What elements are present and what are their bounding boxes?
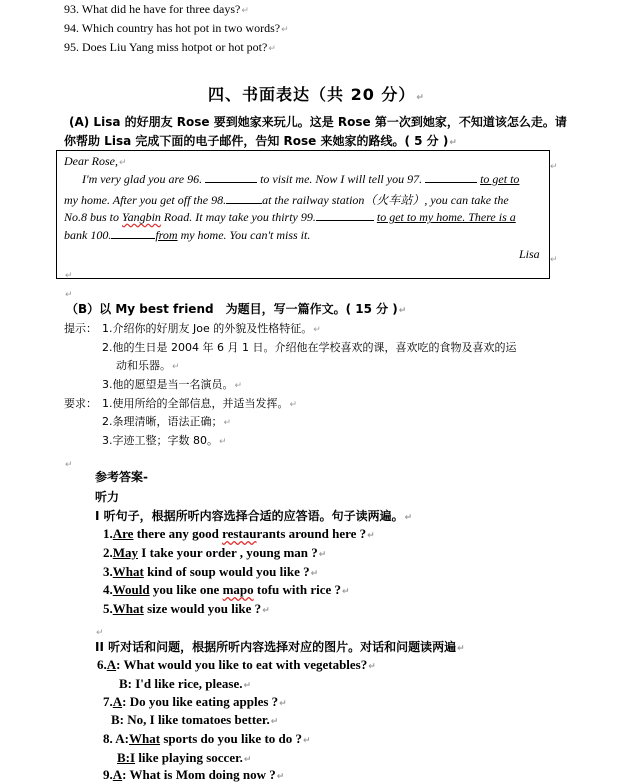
blank-100[interactable] [111,238,155,239]
requirement-3: 3.字迹工整；字数 80。↵ [102,434,227,447]
hint-2: 2.他的生日是 2004 年 6 月 1 日。介绍他在学校喜欢的课，喜欢吃的食物及喜欢的运 [102,341,517,354]
paragraph-mark: ↵ [65,271,73,281]
answer-item-5: 5.What size would you like ?↵ [103,601,270,616]
requirement-2: 2.条理清晰，语法正确；↵ [102,415,232,428]
section-title: 四、书面表达（共 20 分）↵ [208,85,425,104]
letter-line-1: I'm very glad you are 96. to visit me. Now I will tell you 97. to get to [82,172,520,186]
question-93: 93. What did he have for three days?↵ [64,2,249,16]
question-94: 94. Which country has hot pot in two words?↵ [64,21,289,35]
hint-1: 1.介绍你的好朋友 Joe 的外貌及性格特征。↵ [102,322,321,335]
paragraph-mark: ↵ [550,162,558,172]
letter-line-3: No.8 bus to Yangbin Road. It may take you thirty 99. to get to my home. There is a [64,210,516,224]
hint-3: 3.他的愿望是当一名演员。↵ [102,378,243,391]
paragraph-mark: ↵ [96,628,104,638]
answer-item-3: 3.What kind of soup would you like ?↵ [103,564,319,579]
blank-98[interactable] [226,203,262,204]
blank-99[interactable] [316,220,374,221]
answer-item-2: 2.May I take your order , young man ?↵ [103,545,327,560]
answer-item-8b: B:I like playing soccer.↵ [117,750,252,765]
blank-97[interactable] [425,182,477,183]
answer-item-8a: 8. A:What sports do you like to do ?↵ [103,731,311,746]
letter-signature: Lisa [519,247,540,261]
requirement-label: 要求： [64,397,97,410]
hint-2-cont: 动和乐器。↵ [116,359,180,372]
question-95: 95. Does Liu Yang miss hotpot or hot pot?↵ [64,40,276,54]
answer-item-7b: B: No, I like tomatoes better.↵ [111,712,279,727]
part-b-title: （B）以 My best friend 为题目，写一篇作文。( 15 分 )↵ [66,302,407,316]
answer-item-7a: 7.A: Do you like eating apples ?↵ [103,694,287,709]
listening-section-1: I 听句子，根据所听内容选择合适的应答语。句子读两遍。↵ [95,509,413,523]
answer-item-6b: B: I'd like rice, please.↵ [119,676,252,691]
requirement-1: 1.使用所给的全部信息，并适当发挥。↵ [102,397,298,410]
letter-line-4: bank 100. from my home. You can't miss it. [64,228,311,242]
hint-label: 提示： [64,322,97,335]
answer-item-4: 4.Would you like one mapo tofu with rice ?↵ [103,582,350,597]
answer-item-9a: 9.A: What is Mom doing now ?↵ [103,767,285,782]
paragraph-mark: ↵ [65,290,73,300]
blank-96[interactable] [205,182,257,183]
part-a-prompt-line1: (A) Lisa 的好朋友 Rose 要到她家来玩儿。这是 Rose 第一次到她家，不知道该怎么走。请 [69,115,567,129]
listening-heading: 听力 [95,490,120,504]
part-a-prompt-line2: 你帮助 Lisa 完成下面的电子邮件，告知 Rose 来她家的路线。( 5 分 )↵ [64,134,457,148]
answers-title: 参考答案- [95,470,148,484]
paragraph-mark: ↵ [65,460,73,470]
answer-item-6a: 6.A: What would you like to eat with vegetables?↵ [97,657,376,672]
answer-item-1: 1.Are there any good restaurants around here ?↵ [103,526,375,541]
letter-greeting: Dear Rose,↵ [64,154,127,168]
paragraph-mark: ↵ [550,255,558,265]
listening-section-2: II 听对话和问题，根据所听内容选择对应的图片。对话和问题读两遍↵ [95,640,465,654]
letter-line-2: my home. After you get off the 98. at the railway station（火车站）, you can take the [64,193,509,207]
